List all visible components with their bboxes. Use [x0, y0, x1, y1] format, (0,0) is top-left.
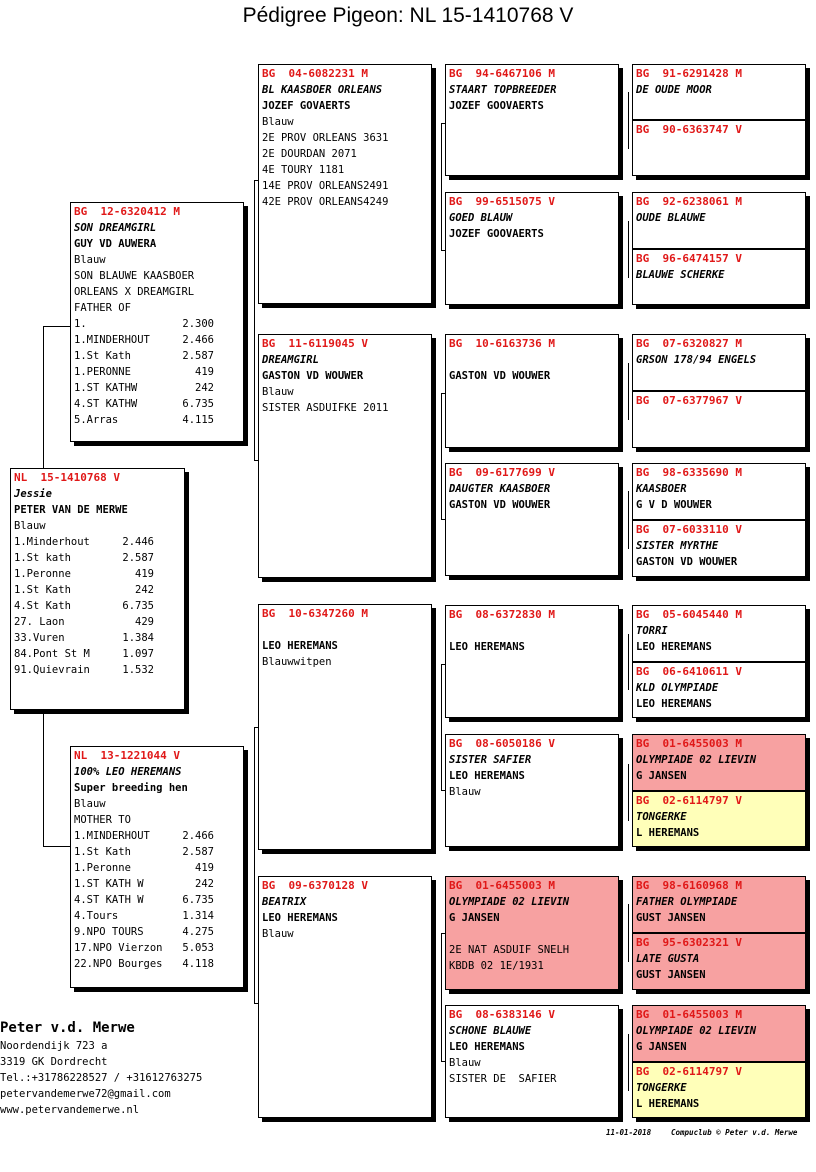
owner-website[interactable]: www.petervandemerwe.nl [0, 1104, 140, 1116]
result-row: 1.Peronne 419 [74, 862, 214, 874]
gen3-card-highlight[interactable] [445, 876, 619, 990]
pigeon-name: OUDE BLAUWE [636, 212, 706, 224]
breeder: JOZEF GOOVAERTS [449, 228, 544, 240]
gen4-card[interactable] [632, 249, 806, 305]
ring-number: BG 12-6320412 M [74, 205, 180, 218]
result-row: 4.ST KATHW 6.735 [74, 398, 214, 410]
color: Blauwwitpen [262, 656, 332, 668]
owner-phone: Tel.:+31786228527 / +31612763275 [0, 1072, 203, 1084]
breeder: GASTON VD WOUWER [449, 499, 551, 511]
ring-number: BG 02-6114797 V [636, 794, 742, 807]
result-row: 1. 2.300 [74, 318, 214, 330]
ring-number: BG 06-6410611 V [636, 665, 742, 678]
ring-number: NL 13-1221044 V [74, 749, 180, 762]
breeder: GUY VD AUWERA [74, 238, 157, 250]
pigeon-name: DAUGTER KAASBOER [449, 483, 551, 495]
pigeon-name: OLYMPIADE 02 LIEVIN [636, 754, 757, 766]
result-row: 4.St Kath 6.735 [14, 600, 154, 612]
gen4-card-highlight[interactable] [632, 791, 806, 847]
ring-number: BG 99-6515075 V [449, 195, 555, 208]
breeder: LEO HEREMANS [449, 1041, 525, 1053]
breeder: G V D WOUWER [636, 499, 712, 511]
color: Blauw [262, 928, 294, 940]
ring-number: BG 95-6302321 V [636, 936, 742, 949]
result-row: 22.NPO Bourges 4.118 [74, 958, 214, 970]
note: 42E PROV ORLEANS4249 [262, 196, 389, 208]
pigeon-name: TORRI [636, 625, 668, 637]
ring-number: BG 07-6033110 V [636, 523, 742, 536]
result-row: 1.MINDERHOUT 2.466 [74, 334, 214, 346]
ring-number: BG 04-6082231 M [262, 67, 368, 80]
note: 14E PROV ORLEANS2491 [262, 180, 389, 192]
ring-number: BG 07-6377967 V [636, 394, 742, 407]
pigeon-name: BEATRIX [262, 896, 307, 908]
breeder: LEO HEREMANS [636, 698, 712, 710]
result-row: 33.Vuren 1.384 [14, 632, 154, 644]
breeder: G JANSEN [636, 1041, 687, 1053]
result-row: 9.NPO TOURS 4.275 [74, 926, 214, 938]
note: 2E PROV ORLEANS 3631 [262, 132, 389, 144]
color: Blauw [449, 1057, 481, 1069]
breeder: LEO HEREMANS [262, 640, 338, 652]
breeder: GUST JANSEN [636, 912, 706, 924]
result-row: 1.St Kath 242 [14, 584, 154, 596]
gen3-card[interactable] [445, 64, 619, 176]
note: KBDB 02 1E/1931 [449, 960, 544, 972]
gen3-card[interactable] [445, 734, 619, 847]
ring-number: BG 10-6163736 M [449, 337, 555, 350]
result-row: 1.Peronne 419 [14, 568, 154, 580]
gen3-card[interactable] [445, 1005, 619, 1118]
pigeon-name: GOED BLAUW [449, 212, 513, 224]
breeder: LEO HEREMANS [262, 912, 338, 924]
granddam-paternal-card[interactable] [258, 334, 432, 578]
breeder: LEO HEREMANS [449, 641, 525, 653]
color: Blauw [74, 254, 106, 266]
ring-number: NL 15-1410768 V [14, 471, 120, 484]
gen4-card-highlight[interactable] [632, 1005, 806, 1062]
ring-number: BG 94-6467106 M [449, 67, 555, 80]
ring-number: BG 96-6474157 V [636, 252, 742, 265]
pigeon-name: BLAUWE SCHERKE [636, 269, 725, 281]
pigeon-name: LATE GUSTA [636, 953, 700, 965]
owner-name: Peter v.d. Merwe [0, 1020, 135, 1036]
gen4-card[interactable] [632, 662, 806, 718]
gen4-card-highlight[interactable] [632, 933, 806, 990]
gen4-card[interactable] [632, 463, 806, 520]
gen4-card[interactable] [632, 605, 806, 662]
note: SISTER DE SAFIER [449, 1073, 557, 1085]
pigeon-name: KAASBOER [636, 483, 687, 495]
pigeon-name: KLD OLYMPIADE [636, 682, 719, 694]
result-row: 1.St kath 2.587 [14, 552, 154, 564]
owner-email[interactable]: petervandemerwe72@gmail.com [0, 1088, 171, 1100]
result-row: 4.Tours 1.314 [74, 910, 214, 922]
ring-number: BG 09-6370128 V [262, 879, 368, 892]
gen4-card[interactable] [632, 192, 806, 249]
ring-number: BG 01-6455003 M [449, 879, 555, 892]
note: ORLEANS X DREAMGIRL [74, 286, 195, 298]
ring-number: BG 91-6291428 M [636, 67, 742, 80]
gen3-card[interactable] [445, 463, 619, 576]
ring-number: BG 08-6372830 M [449, 608, 555, 621]
result-row: 1.St Kath 2.587 [74, 350, 214, 362]
result-row: 1.St Kath 2.587 [74, 846, 214, 858]
gen3-card[interactable] [445, 605, 619, 718]
gen3-card[interactable] [445, 192, 619, 305]
result-row: 4.ST KATH W 6.735 [74, 894, 214, 906]
breeder: JOZEF GOOVAERTS [449, 100, 544, 112]
result-row: 1.MINDERHOUT 2.466 [74, 830, 214, 842]
ring-number: BG 05-6045440 M [636, 608, 742, 621]
granddam-maternal-card[interactable] [258, 876, 432, 1118]
breeder: LEO HEREMANS [636, 641, 712, 653]
owner-address: Noordendijk 723 a [0, 1040, 108, 1052]
gen4-card-highlight[interactable] [632, 734, 806, 791]
sire-card[interactable] [70, 202, 244, 442]
breeder: GASTON VD WOUWER [262, 370, 364, 382]
breeder: PETER VAN DE MERWE [14, 504, 128, 516]
page-title: Pédigree Pigeon: NL 15-1410768 V [242, 4, 574, 27]
note: MOTHER TO [74, 814, 131, 826]
ring-number: BG 98-6160968 M [636, 879, 742, 892]
pigeon-name: SCHONE BLAUWE [449, 1025, 532, 1037]
note: 2E DOURDAN 2071 [262, 148, 357, 160]
pigeon-name: STAART TOPBREEDER [449, 84, 557, 96]
ring-number: BG 90-6363747 V [636, 123, 742, 136]
note: 4E TOURY 1181 [262, 164, 345, 176]
result-row: 27. Laon 429 [14, 616, 154, 628]
breeder: GUST JANSEN [636, 969, 706, 981]
color: Blauw [14, 520, 46, 532]
footer-date: 11-01-2018 [606, 1128, 652, 1137]
gen4-card[interactable] [632, 520, 806, 577]
ring-number: BG 08-6383146 V [449, 1008, 555, 1021]
note: SON BLAUWE KAASBOER [74, 270, 195, 282]
gen4-card-highlight[interactable] [632, 876, 806, 933]
subtitle: Super breeding hen [74, 782, 188, 794]
pigeon-name: SISTER MYRTHE [636, 540, 719, 552]
result-row: 1.ST KATH W 242 [74, 878, 214, 890]
gen3-card[interactable] [445, 334, 619, 448]
breeder: LEO HEREMANS [449, 770, 525, 782]
gen4-card-highlight[interactable] [632, 1062, 806, 1118]
note: FATHER OF [74, 302, 131, 314]
pigeon-name: DREAMGIRL [262, 354, 319, 366]
ring-number: BG 01-6455003 M [636, 737, 742, 750]
pigeon-name: FATHER OLYMPIADE [636, 896, 738, 908]
gen4-card[interactable] [632, 64, 806, 120]
result-row: 84.Pont St M 1.097 [14, 648, 154, 660]
color: Blauw [74, 798, 106, 810]
subject-pigeon-card[interactable] [10, 468, 185, 710]
pigeon-name: OLYMPIADE 02 LIEVIN [636, 1025, 757, 1037]
ring-number: BG 08-6050186 V [449, 737, 555, 750]
dam-card[interactable] [70, 746, 244, 988]
grandsire-maternal-card[interactable] [258, 604, 432, 850]
color: Blauw [262, 116, 294, 128]
ring-number: BG 10-6347260 M [262, 607, 368, 620]
gen4-card[interactable] [632, 120, 806, 176]
breeder: GASTON VD WOUWER [636, 556, 738, 568]
result-row: 1.ST KATHW 242 [74, 382, 214, 394]
result-row: 5.Arras 4.115 [74, 414, 214, 426]
result-row: 17.NPO Vierzon 5.053 [74, 942, 214, 954]
breeder: L HEREMANS [636, 1098, 700, 1110]
owner-info [0, 1018, 202, 1118]
owner-city: 3319 GK Dordrecht [0, 1056, 108, 1068]
ring-number: BG 98-6335690 M [636, 466, 742, 479]
pigeon-name: SON DREAMGIRL [74, 222, 157, 234]
gen4-card[interactable] [632, 334, 806, 391]
pigeon-name: SISTER SAFIER [449, 754, 532, 766]
breeder: GASTON VD WOUWER [449, 370, 551, 382]
color: Blauw [262, 386, 294, 398]
pigeon-name: TONGERKE [636, 811, 687, 823]
breeder: JOZEF GOVAERTS [262, 100, 351, 112]
ring-number: BG 09-6177699 V [449, 466, 555, 479]
ring-number: BG 02-6114797 V [636, 1065, 742, 1078]
grandsire-paternal-card[interactable] [258, 64, 432, 304]
pigeon-name: 100% LEO HEREMANS [74, 766, 182, 778]
gen4-card[interactable] [632, 391, 806, 448]
note: 2E NAT ASDUIF SNELH [449, 944, 570, 956]
result-row: 91.Quievrain 1.532 [14, 664, 154, 676]
result-row: 1.PERONNE 419 [74, 366, 214, 378]
ring-number: BG 07-6320827 M [636, 337, 742, 350]
result-row: 1.Minderhout 2.446 [14, 536, 154, 548]
ring-number: BG 92-6238061 M [636, 195, 742, 208]
color: Blauw [449, 786, 481, 798]
footer-credit: Compuclub © Peter v.d. Merwe [671, 1128, 798, 1137]
pigeon-name: OLYMPIADE 02 LIEVIN [449, 896, 570, 908]
ring-number: BG 01-6455003 M [636, 1008, 742, 1021]
note: SISTER ASDUIFKE 2011 [262, 402, 389, 414]
breeder: L HEREMANS [636, 827, 700, 839]
pigeon-name: Jessie [14, 488, 52, 500]
pigeon-name: GRSON 178/94 ENGELS [636, 354, 757, 366]
breeder: G JANSEN [636, 770, 687, 782]
pigeon-name: BL KAASBOER ORLEANS [262, 84, 383, 96]
ring-number: BG 11-6119045 V [262, 337, 368, 350]
pigeon-name: TONGERKE [636, 1082, 687, 1094]
pigeon-name: DE OUDE MOOR [636, 84, 712, 96]
breeder: G JANSEN [449, 912, 500, 924]
